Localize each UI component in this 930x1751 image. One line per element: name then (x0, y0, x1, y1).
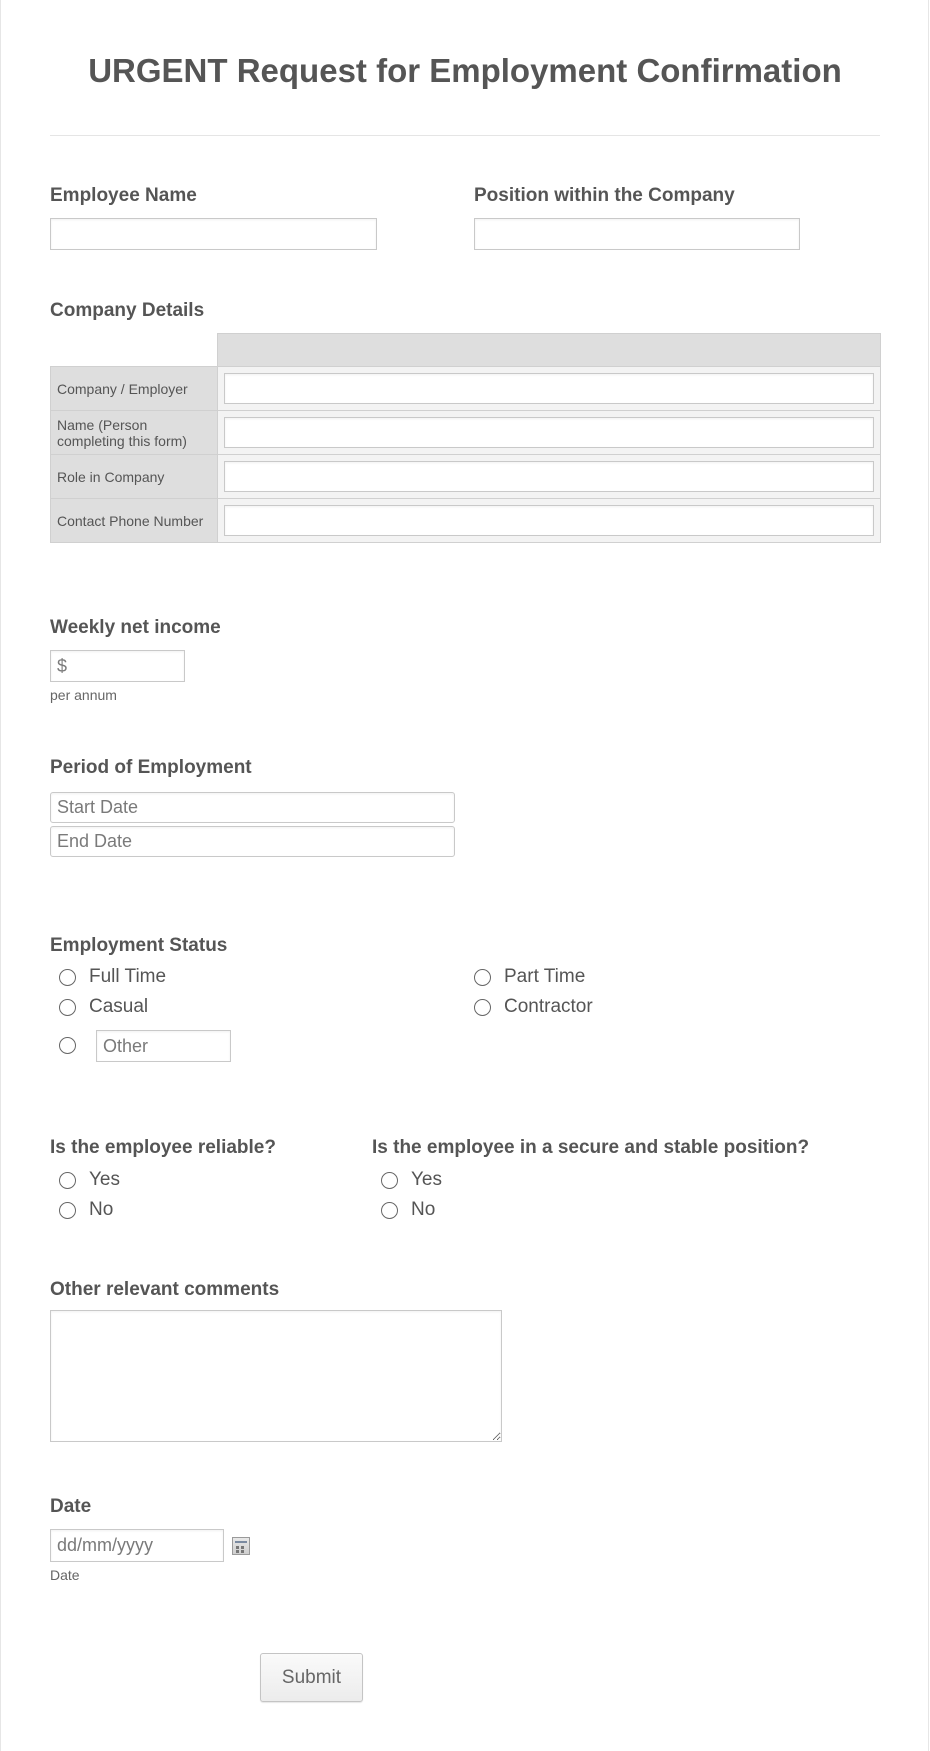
matrix-row-label-name: Name (Person completing this form) (51, 411, 218, 455)
title-divider (50, 135, 880, 136)
status-other-input[interactable] (96, 1030, 231, 1062)
matrix-row (51, 455, 881, 499)
contact-phone-input[interactable] (224, 505, 874, 536)
matrix-corner (51, 334, 218, 367)
radio-button[interactable] (59, 969, 76, 986)
status-option-other[interactable] (59, 1037, 89, 1054)
secure-position-label: Is the employee in a secure and stable position? (372, 1137, 810, 1158)
position-input[interactable] (474, 218, 800, 250)
matrix-row (51, 499, 881, 543)
date-sublabel: Date (50, 1567, 80, 1583)
radio-button[interactable] (59, 1172, 76, 1189)
role-input[interactable] (224, 461, 874, 492)
date-label: Date (50, 1496, 92, 1517)
weekly-income-input[interactable] (50, 650, 185, 682)
comments-textarea[interactable] (50, 1310, 502, 1442)
matrix-row (51, 367, 881, 411)
calendar-icon[interactable] (232, 1537, 250, 1555)
matrix-row-label-phone: Contact Phone Number (51, 499, 218, 543)
end-date-input[interactable] (50, 826, 455, 857)
radio-button[interactable] (474, 969, 491, 986)
date-input[interactable] (50, 1529, 224, 1562)
person-name-input[interactable] (224, 417, 874, 448)
period-label: Period of Employment (50, 757, 252, 778)
matrix-row-label-company: Company / Employer (51, 367, 218, 411)
radio-button[interactable] (59, 1037, 76, 1054)
secure-option-no[interactable]: No (381, 1199, 435, 1221)
radio-button[interactable] (59, 999, 76, 1016)
position-label: Position within the Company (474, 185, 735, 206)
submit-button[interactable]: Submit (260, 1653, 363, 1702)
comments-label: Other relevant comments (50, 1279, 280, 1300)
company-details-matrix (50, 333, 881, 543)
status-option-casual[interactable]: Casual (59, 996, 148, 1018)
status-option-full-time[interactable]: Full Time (59, 966, 166, 988)
secure-option-yes[interactable]: Yes (381, 1169, 442, 1191)
reliable-label: Is the employee reliable? (50, 1137, 276, 1158)
matrix-row-label-role: Role in Company (51, 455, 218, 499)
page-title: URGENT Request for Employment Confirmation (88, 52, 842, 89)
matrix-row (51, 411, 881, 455)
reliable-option-yes[interactable]: Yes (59, 1169, 120, 1191)
employee-name-label: Employee Name (50, 185, 197, 206)
company-details-label: Company Details (50, 300, 205, 321)
radio-button[interactable] (474, 999, 491, 1016)
weekly-income-label: Weekly net income (50, 617, 221, 638)
start-date-input[interactable] (50, 792, 455, 823)
radio-button[interactable] (59, 1202, 76, 1219)
radio-button[interactable] (381, 1172, 398, 1189)
employee-name-input[interactable] (50, 218, 377, 250)
employment-status-label: Employment Status (50, 935, 228, 956)
status-option-part-time[interactable]: Part Time (474, 966, 585, 988)
company-employer-input[interactable] (224, 373, 874, 404)
matrix-column-header (218, 334, 881, 367)
reliable-option-no[interactable]: No (59, 1199, 113, 1221)
weekly-income-sublabel: per annum (50, 687, 117, 703)
radio-button[interactable] (381, 1202, 398, 1219)
status-option-contractor[interactable]: Contractor (474, 996, 593, 1018)
